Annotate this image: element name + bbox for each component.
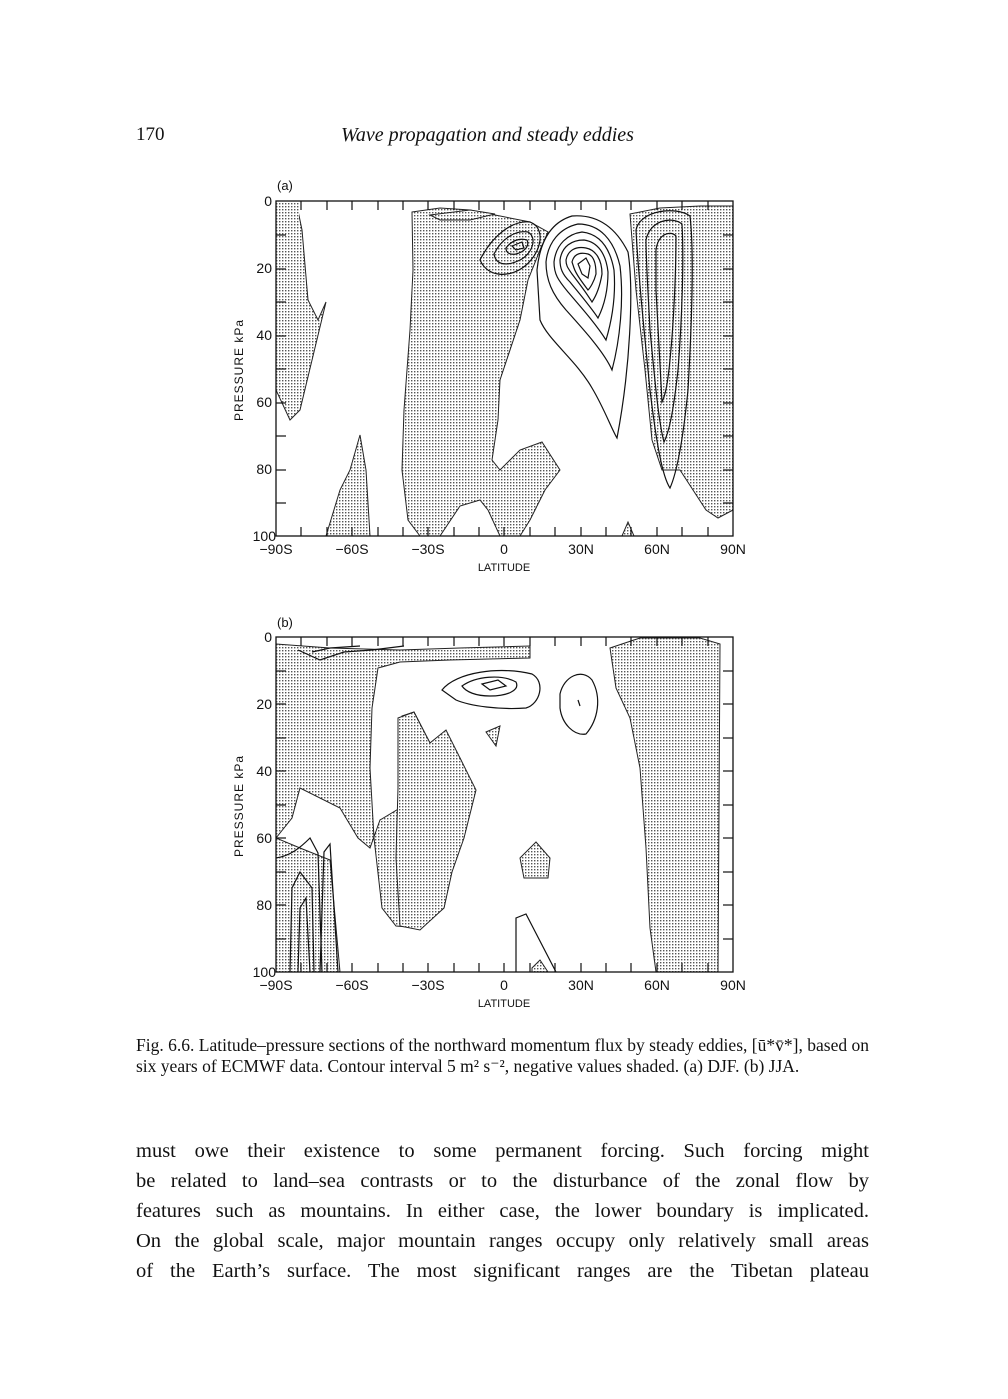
y-axis-label-a: PRESSURE kPa [232,318,246,422]
y-tick-label: 20 [256,260,272,276]
y-axis-label-b: PRESSURE kPa [232,754,246,858]
body-line: On the global scale, major mountain ranges occupy only relatively small areas [136,1230,869,1252]
page-number: 170 [136,124,165,145]
contour-plot-b [0,608,1008,1016]
x-tick-label: −30S [411,977,445,993]
y-tick-label: 80 [256,461,272,477]
y-tick-label: 40 [256,327,272,343]
x-tick-label: −60S [335,541,369,557]
y-tick-label: 0 [264,193,272,209]
x-tick-label: 30N [568,977,594,993]
x-tick-label: 90N [720,977,746,993]
x-axis-label-b: LATITUDE [477,998,531,1010]
panel-label-b: (b) [277,615,293,630]
x-tick-label: −90S [259,977,293,993]
x-tick-labels-a [259,541,745,557]
y-tick-label: 20 [256,696,272,712]
y-tick-label: 100 [252,964,276,980]
y-tick-label: 100 [252,528,276,544]
y-tick-label: 60 [256,394,272,410]
figure-caption: Fig. 6.6. Latitude–pressure sections of the northward momentum flux by steady eddies, [ū*v̄*], based on six years of ECMWF data. Contour interval 5 m² s⁻², negative values shaded. (a) DJF. (b) JJA. [136,1034,869,1076]
figure-panel-b [0,608,1008,1016]
body-line: of the Earth’s surface. The most significant ranges are the Tibetan plateau [136,1260,869,1282]
y-tick-label: 0 [264,629,272,645]
y-tick-label: 60 [256,830,272,846]
x-tick-label: 90N [720,541,746,557]
body-line: features such as mountains. In either case, the lower boundary is implicated. [136,1200,869,1222]
x-tick-label: 30N [568,541,594,557]
running-title: Wave propagation and steady eddies [341,124,634,146]
y-tick-labels-a [253,193,277,544]
y-tick-labels-b [253,629,277,980]
x-tick-label: 60N [644,541,670,557]
figure-panel-a [0,170,1008,580]
y-tick-label: 40 [256,763,272,779]
x-tick-labels-b [259,977,745,993]
panel-label-a: (a) [277,178,293,193]
body-line: must owe their existence to some permanent forcing. Such forcing might [136,1140,869,1162]
x-tick-label: 0 [500,977,508,993]
running-head [136,124,896,154]
x-tick-label: −30S [411,541,445,557]
x-tick-label: −60S [335,977,369,993]
x-tick-label: 0 [500,541,508,557]
contour-plot-a [0,170,1008,580]
x-tick-label: −90S [259,541,293,557]
body-line: be related to land–sea contrasts or to the disturbance of the zonal flow by [136,1170,869,1192]
y-tick-label: 80 [256,897,272,913]
x-tick-label: 60N [644,977,670,993]
x-axis-label-a: LATITUDE [477,562,531,574]
shaded-negative-regions-a [276,201,733,536]
body-paragraph [136,1136,869,1286]
